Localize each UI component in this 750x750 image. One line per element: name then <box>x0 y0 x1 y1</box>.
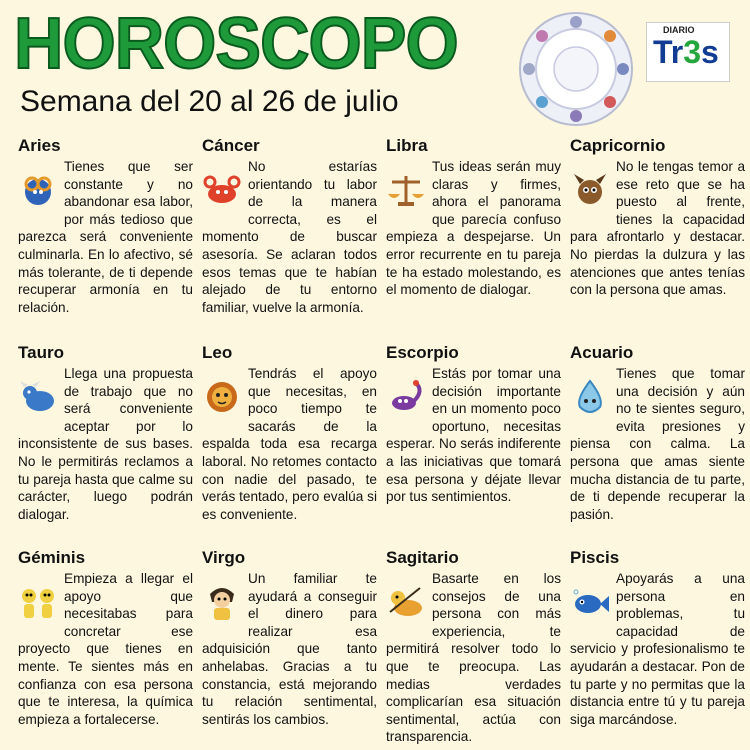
zodiac-wheel-icon <box>514 10 638 128</box>
sign-aries <box>18 136 193 316</box>
goat-icon <box>570 170 610 210</box>
sign-name: Sagitario <box>386 548 459 567</box>
bull-icon <box>18 377 58 417</box>
sign-name: Escorpio <box>386 343 459 362</box>
sign-text: Apoyarás a una persona en problemas, tu capacidad de servicio y profesionalismo te ayudarán a destacar. Pon de tu parte y no permitas que la distancia entre tú y tu pareja siga marcándose. <box>570 571 745 727</box>
sign-name: Piscis <box>570 548 620 567</box>
sign-acuario <box>570 343 745 523</box>
water-drop-icon <box>570 377 610 417</box>
sign-text: No estarías orientando tu labor de la manera correcta, es el momento de buscar asesoría. Se aclaran todos esos temas que te habían alejado de tu entorno familiar, vuelve la armonía. <box>202 159 377 315</box>
sign-escorpio <box>386 343 561 506</box>
sign-virgo <box>202 548 377 728</box>
scales-icon <box>386 170 426 210</box>
ram-icon <box>18 170 58 210</box>
sign-name: Capricornio <box>570 136 666 155</box>
sign-text: Estás por tomar una decisión importante en un momento poco oportuno, necesitas esperar. No serás indiferente a las iniciativas que tomará esa persona y déjate llevar por tus sentimientos. <box>386 366 561 505</box>
twins-icon <box>18 582 58 622</box>
sign-name: Virgo <box>202 548 246 567</box>
crab-icon <box>202 170 242 210</box>
sign-text: Un familiar te ayudará a conseguir el dinero para realizar esa adquisición que tanto anhelabas. Gracias a tu constancia, está mejorando tu relación sentimental, sentirás los cambios. <box>202 571 377 727</box>
fish-icon <box>570 582 610 622</box>
sign-text: Empieza a llegar el apoyo que necesitabas para concretar ese proyecto que tienes en mente. Te sientes más en confianza con esa persona que te interesa, la química empieza a fortalecerse. <box>18 571 193 727</box>
page-title: HOROSCOPO <box>14 4 458 84</box>
sign-text: No le tengas temor a ese reto que se ha puesto al frente, tienes la capacidad para afrontarlo y destacar. No pierdas la dulzura y las atenciones que antes tenías con la persona que amas. <box>570 159 745 298</box>
sign-leo <box>202 343 377 523</box>
sign-name: Libra <box>386 136 428 155</box>
maiden-icon <box>202 582 242 622</box>
sign-sagitario <box>386 548 561 746</box>
logo-main-text: Tr3s <box>653 34 719 70</box>
sign-geminis <box>18 548 193 728</box>
logo-small-text: DIARIO <box>663 25 695 35</box>
sign-libra <box>386 136 561 299</box>
lion-icon <box>202 377 242 417</box>
sign-text: Tus ideas serán muy claras y firmes, ahora el panorama que parecía confuso empieza a despejarse. Un error recurrente en tu pareja te ha estado molestando, es el momento de dialogar. <box>386 159 561 298</box>
sign-text: Tienes que tomar una decisión y aún no te sientes seguro, evita presiones y piensa con calma. La persona que amas siente mucha distancia de tu parte, de ti depende recuperar la pasión. <box>570 366 745 522</box>
sign-name: Aries <box>18 136 61 155</box>
sign-cancer <box>202 136 377 316</box>
sign-text: Tienes que ser constante y no abandonar esa labor, por más tedioso que parezca será conveniente culminarla. En lo afectivo, sé más tolerante, de ti depende recuperar armonía en tu relación. <box>18 159 193 315</box>
sign-text: Basarte en los consejos de una persona con más experiencia, te permitirá resolver todo lo que te preocupa. Las medias verdades complicarían esa situación sentimental, actúa con transparencia. <box>386 571 561 745</box>
sign-name: Tauro <box>18 343 64 362</box>
sign-capricornio <box>570 136 745 299</box>
sign-name: Leo <box>202 343 233 362</box>
sign-tauro <box>18 343 193 523</box>
sign-piscis <box>570 548 745 728</box>
sign-name: Géminis <box>18 548 86 567</box>
sign-text: Llega una propuesta de trabajo que no será conveniente aceptar por lo inconsistente de sus bases. No le permitirás reclamos a tu pareja hasta que calme su carácter, luego podrán dialogar. <box>18 366 193 522</box>
archer-icon <box>386 582 426 622</box>
diario-tres-logo <box>646 22 730 82</box>
sign-text: Tendrás el apoyo que necesitas, en poco tiempo te sacarás de la espalda toda esa recarga laboral. No retomes contacto con nadie del pasado, te verás tentado, pero evalúa si es conveniente. <box>202 366 377 522</box>
week-subtitle: Semana del 20 al 26 de julio <box>20 85 399 118</box>
sign-name: Acuario <box>570 343 634 362</box>
scorpion-icon <box>386 377 426 417</box>
sign-name: Cáncer <box>202 136 260 155</box>
